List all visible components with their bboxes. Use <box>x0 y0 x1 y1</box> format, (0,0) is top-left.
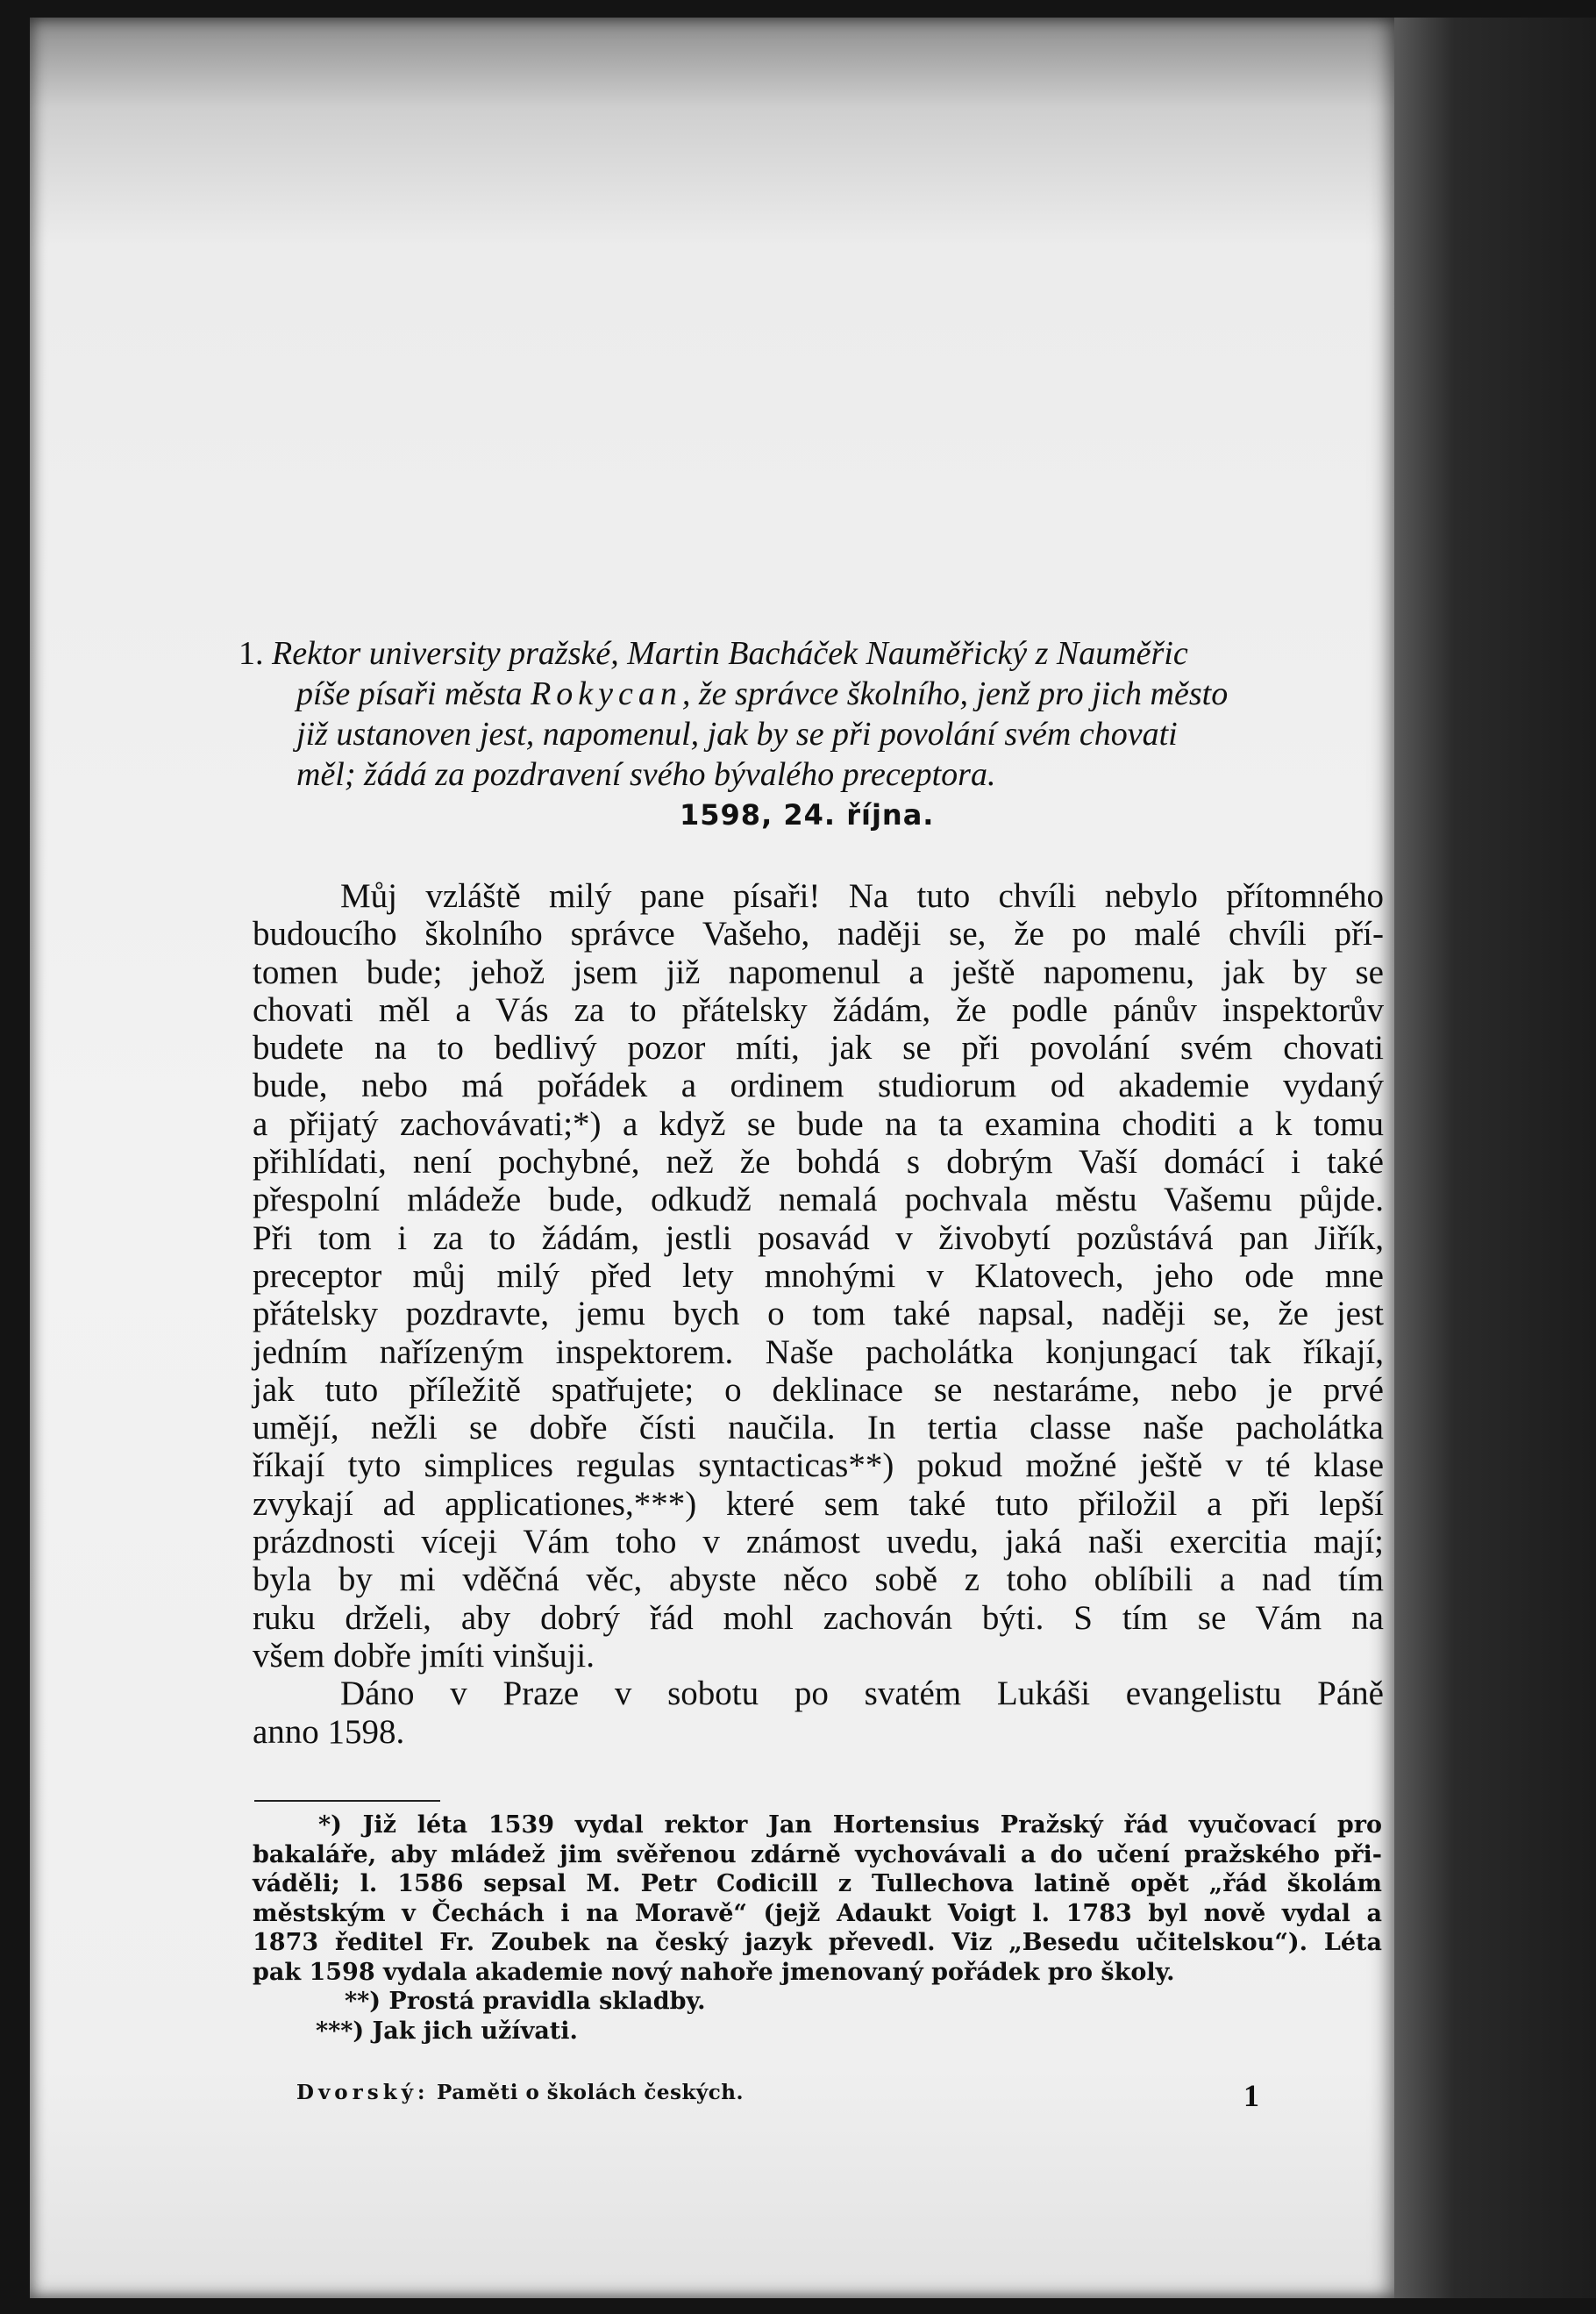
body-line: byla by mi vděčná věc, abyste něco sobě z toho oblíbili a nad tím <box>253 1561 1384 1599</box>
body-line: ruku drželi, aby dobrý řád mohl zachován býti. S tím se Vám na <box>253 1598 1384 1637</box>
body-line: Při tom i za to žádám, jestli posavád v živobytí pozůstává pan Jiřík, <box>253 1218 1384 1257</box>
source-reference <box>296 2081 744 2104</box>
body-line: anno 1598. <box>253 1712 405 1751</box>
heading-line: měl; žádá za pozdravení svého bývalého preceptora. <box>296 756 996 793</box>
page-number: 1 <box>1243 2078 1259 2113</box>
body-line: preceptor můj milý před lety mnohými v Klatovech, jeho ode mne <box>253 1256 1384 1295</box>
page-footer <box>296 2077 1393 2112</box>
body-line: říkají tyto simplices regulas syntacticas**) pokud možné ještě v té klase <box>253 1446 1384 1485</box>
heading-line <box>228 633 1403 674</box>
body-line: přihlídati, není pochybné, než že bohdá s dobrým Vaší domácí i také <box>253 1143 1384 1182</box>
source-author: Dvorský: <box>296 2081 430 2104</box>
body-line: tomen bude; jehož jsem již napomenul a ještě napomenu, jak by se <box>253 953 1384 991</box>
heading-text: píše písaři města <box>296 675 523 712</box>
body-line: umějí, nežli se dobře čísti naučila. In tertia classe naše pacholátka <box>253 1409 1384 1447</box>
body-line: budete na to bedlivý pozor míti, jak se při povolání svém chovati <box>253 1029 1384 1068</box>
body-line: bude, nebo má pořádek a ordinem studiorum od akademie vydaný <box>253 1067 1384 1105</box>
heading-place-name: Rokycan <box>531 675 682 712</box>
body-line: Dáno v Praze v sobotu po svatém Lukáši evangelistu Páně <box>340 1675 1384 1713</box>
body-line: přátelsky pozdravte, jemu bych o tom také napsal, naději se, že jest <box>253 1295 1384 1333</box>
letter-heading <box>228 633 1403 795</box>
heading-text: , že správce školního, jenž pro jich město <box>681 675 1229 712</box>
body-line: jedním nařízeným inspektorem. Naše pacholátka konjungací tak říkají, <box>253 1332 1384 1371</box>
body-line: přespolní mládeže bude, odkudž nemalá pochvala městu Vašemu půjde. <box>253 1181 1384 1219</box>
body-line: chovati měl a Vás za to přátelsky žádám, že podle pánův inspektorův <box>253 990 1384 1029</box>
footnote-line: 1873 ředitel Fr. Zoubek na český jazyk převedl. Viz „Besedu učitelskou“). Léta <box>253 1929 1382 1956</box>
source-title: Paměti o školách českých. <box>437 2081 745 2104</box>
heading-line <box>228 674 1403 714</box>
body-line: Můj vzláště milý pane písaři! Na tuto chvíli nebylo přítomného <box>340 877 1384 915</box>
letter-number: 1. <box>239 635 264 672</box>
heading-text: Rektor university pražské, Martin Bacháček Nauměřický z Nauměřic <box>272 635 1188 672</box>
footnote-line: městským v Čechách i na Moravě“ (jejž Adaukt Voigt l. 1783 byl nově vydal a <box>253 1899 1382 1927</box>
body-line: všem dobře jmíti vinšuji. <box>253 1636 595 1675</box>
footnote-line: *) Již léta 1539 vydal rektor Jan Hortensius Pražský řád vyučovací pro <box>318 1811 1382 1839</box>
footnote-line: **) Prostá pravidla skladby. <box>345 1988 706 2015</box>
footnote-divider <box>254 1800 440 1802</box>
body-line: budoucího školního správce Vašeho, naději se, že po malé chvíli pří- <box>253 915 1384 953</box>
heading-line: již ustanoven jest, napomenul, jak by se při povolání svém chovati <box>296 716 1178 753</box>
body-line: zvykají ad applicationes,***) které sem také tuto přiložil a při lepší <box>253 1484 1384 1523</box>
body-line: a přijatý zachovávati;*) a když se bude na ta examina choditi a k tomu <box>253 1104 1384 1143</box>
footnote-line: ***) Jak jich užívati. <box>316 2017 578 2045</box>
footnote-line: bakaláře, aby mládež jim svěřenou zdárně vychovávali a do učení pražského při- <box>253 1840 1382 1868</box>
footnote-line: pak 1598 vydala akademie nový nahoře jmenovaný pořádek pro školy. <box>253 1958 1175 1986</box>
letter-body <box>253 877 1384 1751</box>
body-line: jak tuto příležitě spatřujete; o deklinace se nestaráme, nebo je prvé <box>253 1370 1384 1409</box>
footnotes <box>253 1810 1382 2046</box>
letter-date: 1598, 24. října. <box>680 798 935 832</box>
body-line: prázdnosti víceji Vám toho v známost uvedu, jaká naši exercitia mají; <box>253 1523 1384 1561</box>
footnote-line: váděli; l. 1586 sepsal M. Petr Codicill z Tullechova latině opět „řád školám <box>253 1870 1382 1897</box>
